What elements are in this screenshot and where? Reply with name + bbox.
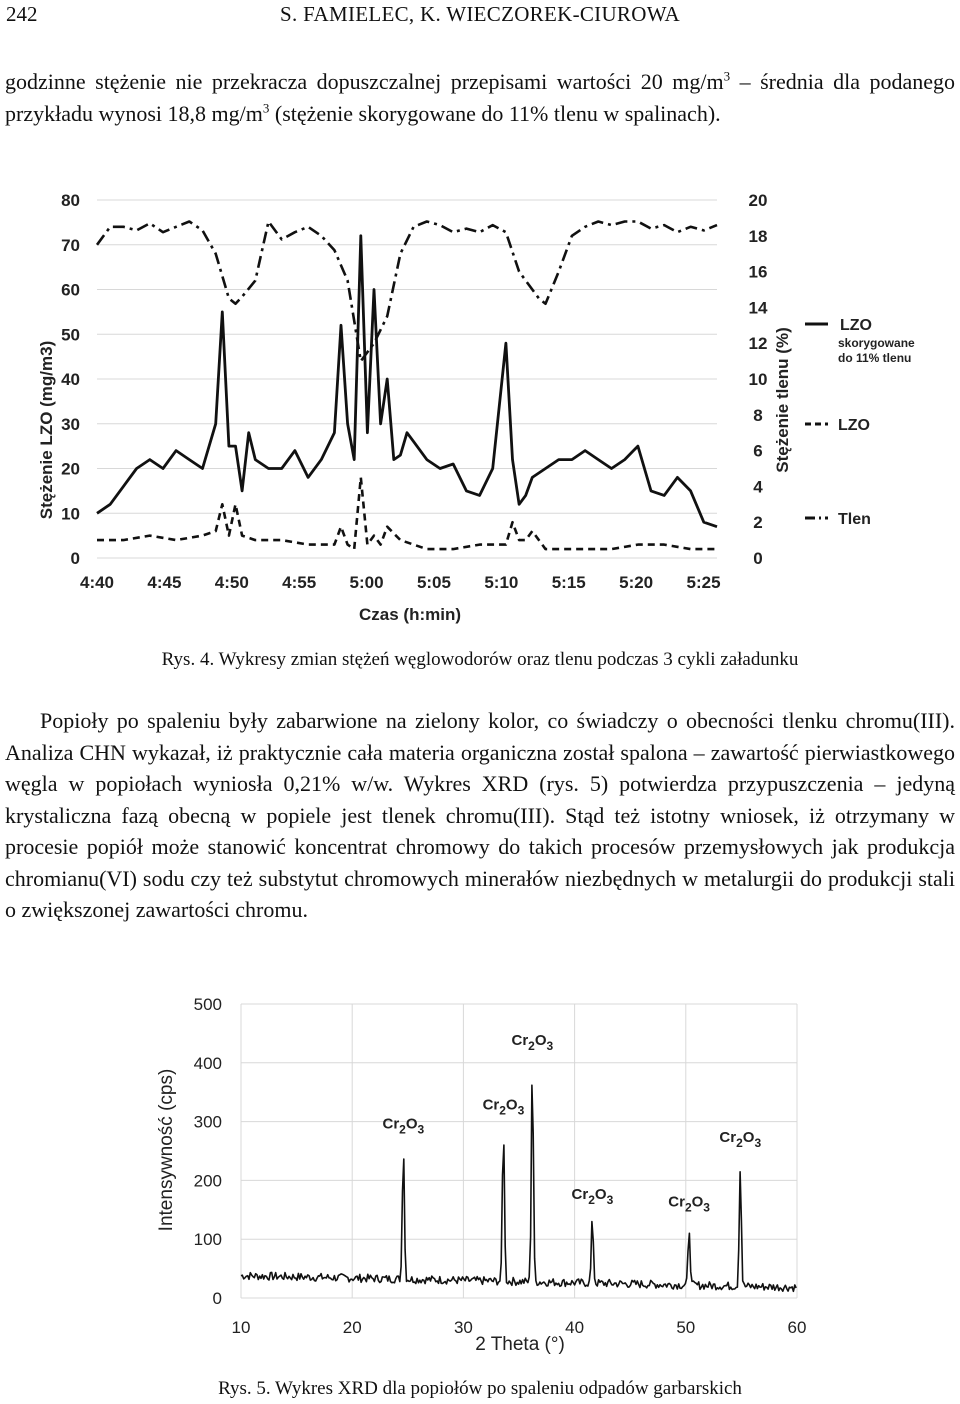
figure-4-chart (0, 180, 960, 630)
y-axis-label: Intensywność (cps) (156, 1068, 177, 1232)
peak-label (511, 1032, 553, 1053)
peak-label-part: Cr (482, 1096, 500, 1114)
running-title: S. FAMIELEC, K. WIECZOREK-CIUROWA (280, 2, 680, 26)
superscript: 3 (262, 100, 270, 116)
peak-label-subscript: 2 (399, 1122, 406, 1137)
x-tick-label: 40 (565, 1318, 585, 1337)
peak-label-part: Cr (511, 1031, 529, 1049)
y-tick-label: 60 (61, 280, 80, 300)
y-tick-label: 100 (193, 1230, 222, 1250)
series-line-tlen (97, 222, 717, 362)
x-tick-label: 4:45 (147, 573, 182, 592)
y2-tick-label: 10 (748, 370, 768, 389)
y-tick-label: 10 (61, 504, 80, 524)
peak-label-subscript: 3 (546, 1038, 554, 1053)
paragraph-main: Popioły po spaleniu były zabarwione na zielony kolor, co świadczy o obecności tlenku chromu(III). Analiza CHN wykazał, iż praktycznie cała materia organiczna został spalona – zawartość pierwiastkowego węgla w popiołach wyniosła 0,21% w/w. Wykres XRD (rys. 5) potwierdza przypuszczenia – jedyną krystaliczna fazą obecną w popiele jest tlenek chromu(III). Stąd też istotny wniosek, iż otrzymany w procesie popiół może stanowić koncentrat chromowy do takich procesów przemysłowych jak produkcja chromianu(VI) sodu czy też substytut chromowych minerałów niezbędnych w metalurgii do produkcji stali o zwiększonej zawartości chromu. (5, 708, 955, 922)
peak-label-subscript: 2 (499, 1103, 506, 1118)
peak-label (668, 1194, 710, 1215)
x-axis-label: 2 Theta (°) (475, 1334, 565, 1355)
peak-label-subscript: 2 (528, 1038, 535, 1053)
peak-label-part: Cr (571, 1185, 589, 1203)
y-tick-label: 0 (212, 1289, 222, 1308)
y2-tick-label: 6 (753, 441, 763, 461)
peak-label-subscript: 2 (588, 1192, 595, 1207)
series-line-lzo-corrected (97, 236, 717, 527)
x-tick-label: 5:00 (349, 573, 384, 592)
x-tick-label: 4:55 (282, 573, 317, 592)
x-tick-label: 5:10 (484, 573, 519, 592)
peak-label (382, 1115, 424, 1136)
peak-label-subscript: 3 (606, 1192, 614, 1207)
peak-label-part: O (505, 1096, 518, 1114)
legend (805, 317, 915, 528)
peak-label-part: O (594, 1185, 607, 1203)
peak-label (483, 1096, 525, 1117)
y2-tick-label: 20 (748, 191, 768, 210)
peak-label-part: O (742, 1128, 755, 1146)
peak-label-part: O (534, 1031, 547, 1049)
x-tick-label: 30 (453, 1318, 473, 1337)
y-tick-label: 70 (61, 235, 80, 255)
y-tick-label: 80 (61, 191, 80, 210)
peak-label-subscript: 2 (684, 1200, 692, 1215)
y2-tick-label: 12 (748, 334, 768, 354)
y-tick-label: 300 (193, 1112, 222, 1132)
y-tick-label: 500 (193, 995, 222, 1014)
peak-label-part: Cr (382, 1115, 400, 1133)
paragraph-intro-part-b: – średnia dla podanego przykładu wynosi 18,8 mg/m (5, 69, 955, 126)
x-tick-label: 50 (676, 1318, 696, 1337)
y-tick-label: 30 (61, 414, 80, 434)
figure-5-caption: Rys. 5. Wykres XRD dla popiołów po spaleniu odpadów garbarskich (218, 1378, 742, 1399)
y-tick-label: 200 (193, 1171, 222, 1191)
y2-axis-label: Stężenie tlenu (%) (773, 327, 792, 473)
peak-label-subscript: 3 (417, 1122, 425, 1137)
peak-label-part: Cr (668, 1193, 685, 1211)
y2-tick-label: 16 (748, 262, 768, 282)
peak-label-subscript: 3 (703, 1200, 710, 1215)
figure-4-caption: Rys. 4. Wykresy zmian stężeń węglowodorów oraz tlenu podczas 3 cykli załadunku (161, 649, 799, 670)
x-tick-label: 5:05 (416, 573, 451, 592)
peak-label (572, 1186, 614, 1207)
legend-lzo-corrected-sub2: do 11% tlenu (838, 351, 912, 365)
legend-lzo: LZO (838, 417, 870, 434)
series-group (97, 222, 717, 550)
peak-label-subscript: 2 (736, 1135, 743, 1150)
x-tick-label: 5:25 (686, 573, 721, 592)
peak-label-subscript: 3 (517, 1103, 525, 1118)
peak-label-part: O (405, 1115, 418, 1133)
y-axis-label: Stężenie LZO (mg/m3) (37, 340, 56, 520)
x-tick-label: 4:40 (79, 573, 115, 592)
y2-tick-label: 18 (748, 226, 768, 246)
y2-tick-label: 14 (748, 298, 768, 318)
tick-labels (61, 191, 768, 592)
peak-label-part: Cr (719, 1128, 737, 1146)
y-tick-label: 40 (61, 370, 80, 389)
superscript: 3 (723, 68, 731, 84)
x-tick-label: 4:50 (214, 573, 249, 592)
legend-tlen: Tlen (838, 511, 871, 528)
grid (97, 200, 717, 558)
x-tick-label: 5:15 (551, 573, 586, 592)
x-axis-label: Czas (h:min) (359, 605, 461, 624)
x-tick-label: 5:20 (619, 573, 654, 592)
page-number: 242 (6, 2, 38, 26)
y-tick-label: 20 (61, 459, 80, 479)
peak-label-part: O (691, 1193, 704, 1211)
legend-lzo-corrected: LZO (840, 317, 872, 334)
peak-label-subscript: 3 (754, 1135, 762, 1150)
paragraph-intro-part-a: godzinne stężenie nie przekracza dopuszczalnej przepisami wartości 20 mg/m (5, 69, 724, 94)
y2-tick-label: 0 (753, 549, 763, 568)
page-header (0, 0, 960, 24)
peak-label (719, 1129, 761, 1150)
x-tick-label: 60 (787, 1318, 807, 1337)
peak-labels (382, 1032, 761, 1215)
y2-tick-label: 4 (753, 477, 763, 497)
y-tick-label: 400 (193, 1053, 222, 1073)
y2-tick-label: 8 (753, 405, 763, 425)
paragraph-intro (5, 66, 955, 129)
legend-lzo-corrected-sub1: skorygowane (838, 336, 915, 350)
y-tick-label: 50 (61, 325, 80, 345)
paragraph-intro-part-c: (stężenie skorygowane do 11% tlenu w spalinach). (269, 100, 721, 126)
x-tick-label: 10 (231, 1318, 251, 1337)
y2-tick-label: 2 (753, 513, 763, 533)
figure-5-chart (0, 980, 960, 1370)
y-tick-label: 0 (70, 549, 80, 568)
x-tick-label: 20 (342, 1318, 362, 1337)
